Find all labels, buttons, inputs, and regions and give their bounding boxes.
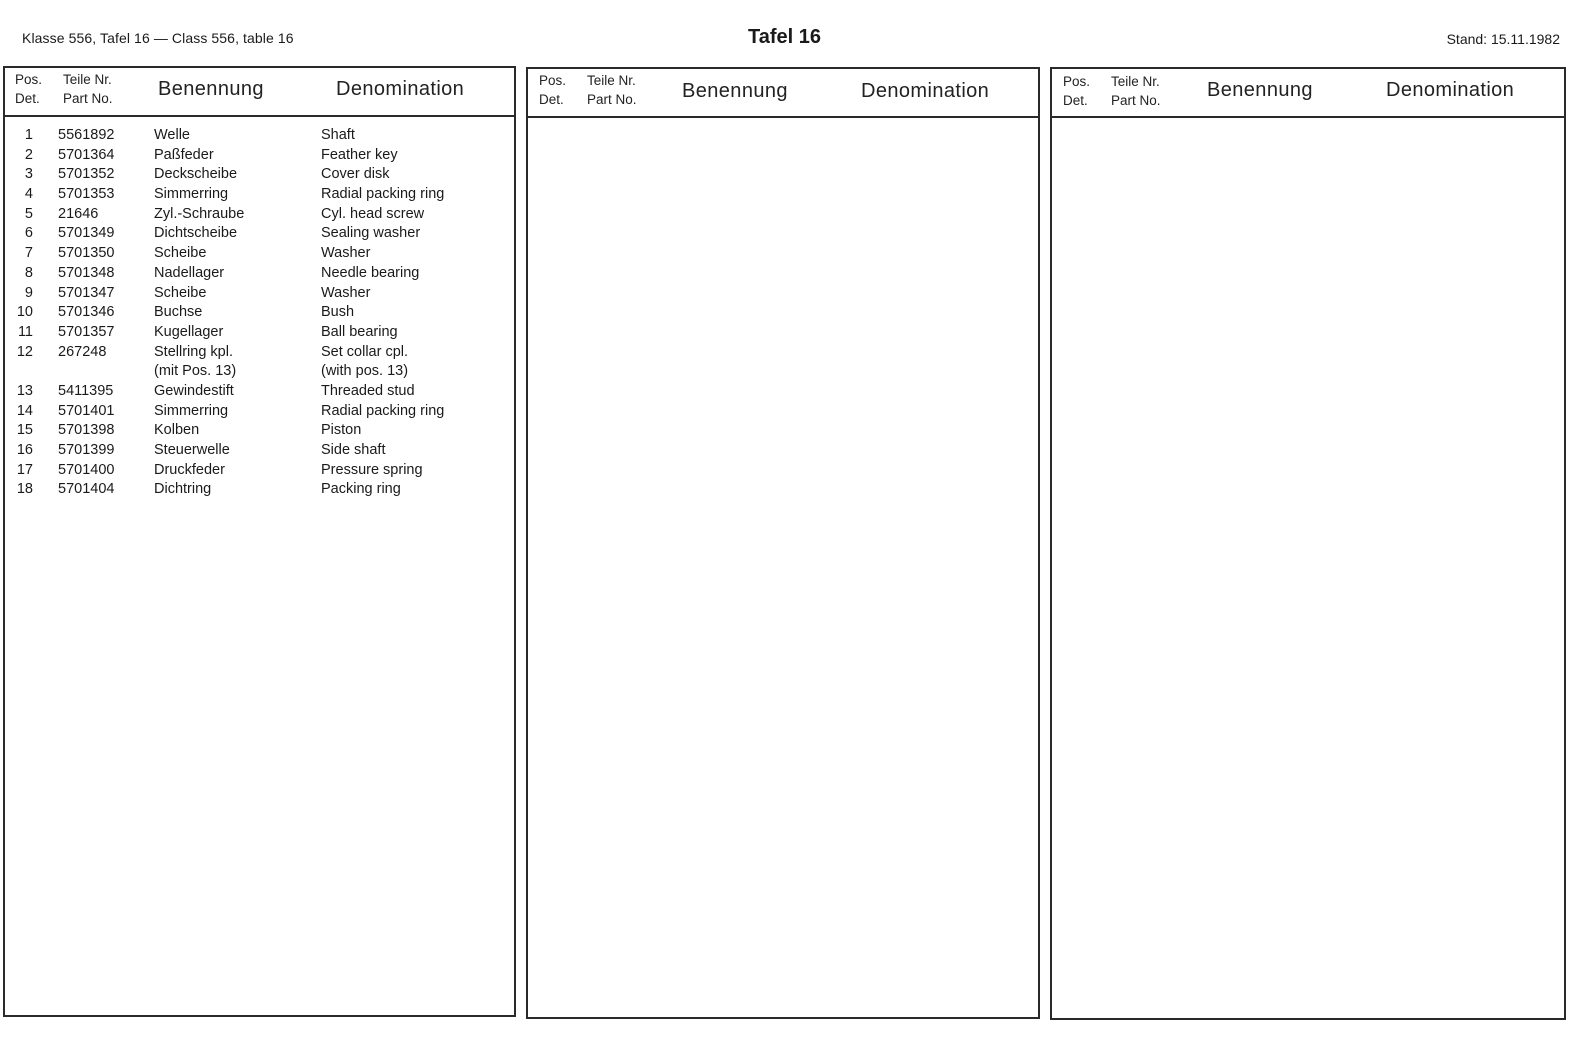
part-no-header-label: Part No. <box>587 92 637 107</box>
table-row <box>5 343 514 363</box>
benennung-cell: Nadellager <box>154 264 225 281</box>
part-no-cell: 5701353 <box>58 186 115 203</box>
denomination-cell: Cover disk <box>321 166 390 183</box>
benennung-cell: Gewindestift <box>154 382 234 399</box>
table-row <box>5 362 514 382</box>
table-row <box>5 323 514 343</box>
denomination-cell: Radial packing ring <box>321 186 445 203</box>
table-header <box>528 69 1038 118</box>
det-header-label: Det. <box>15 91 40 106</box>
table-header <box>1052 69 1564 118</box>
part-no-cell: 5701364 <box>58 146 115 163</box>
part-no-cell: 5701347 <box>58 284 115 301</box>
table-row <box>5 165 514 185</box>
pos-cell: 9 <box>24 284 33 301</box>
pos-cell: 3 <box>24 166 33 183</box>
pos-cell: 16 <box>16 442 33 458</box>
pos-det-header <box>539 71 566 109</box>
table-row <box>5 461 514 481</box>
part-no-cell: 5701349 <box>58 225 115 242</box>
table-row <box>5 441 514 461</box>
pos-det-header <box>15 70 42 108</box>
part-no-cell: 5701352 <box>58 166 115 183</box>
pos-cell: 15 <box>16 422 33 439</box>
pos-det-header <box>1063 72 1090 110</box>
benennung-cell: Zyl.-Schraube <box>154 205 245 222</box>
benennung-cell: Welle <box>154 127 190 143</box>
part-no-cell: 5701398 <box>58 422 115 439</box>
document-subtitle: Klasse 556, Tafel 16 — Class 556, table 16 <box>22 30 294 46</box>
benennung-cell: Kugellager <box>154 323 224 340</box>
denomination-cell: Cyl. head screw <box>321 205 425 222</box>
part-no-cell: 5701404 <box>58 481 115 498</box>
denomination-header: Denomination <box>861 80 990 102</box>
part-no-cell: 5561892 <box>58 127 115 143</box>
pos-header-label: Pos. <box>539 73 567 88</box>
denomination-cell: Side shaft <box>321 442 386 458</box>
denomination-cell: Pressure spring <box>321 461 423 478</box>
part-no-cell: 5701400 <box>58 461 115 478</box>
table-row <box>5 185 514 205</box>
table-header <box>5 68 514 117</box>
denomination-cell: Threaded stud <box>321 382 415 399</box>
benennung-cell: Buchse <box>154 304 203 321</box>
table-row <box>5 303 514 323</box>
part-no-header <box>587 71 637 109</box>
pos-cell: 17 <box>16 461 33 478</box>
pos-cell: 10 <box>16 304 33 321</box>
det-header-label: Det. <box>539 92 564 107</box>
benennung-header: Benennung <box>1207 79 1313 101</box>
pos-cell: 11 <box>17 323 33 340</box>
parts-table-panel-1 <box>3 66 516 1017</box>
pos-header-label: Pos. <box>1063 74 1091 89</box>
part-no-header-label: Part No. <box>1111 93 1161 108</box>
teile-nr-header-label: Teile Nr. <box>63 72 112 87</box>
table-row <box>5 421 514 441</box>
denomination-cell: Bush <box>321 304 355 321</box>
table-row <box>5 244 514 264</box>
table-row <box>5 284 514 304</box>
benennung-cell: Deckscheibe <box>154 166 238 183</box>
parts-table-panel-2 <box>526 67 1040 1019</box>
benennung-cell: Kolben <box>154 422 200 439</box>
benennung-cell: (mit Pos. 13) <box>154 363 237 380</box>
benennung-cell: Druckfeder <box>154 461 225 478</box>
table-row <box>5 264 514 284</box>
part-no-cell: 5701357 <box>58 323 115 340</box>
denomination-cell: Washer <box>321 284 371 301</box>
pos-cell: 5 <box>24 205 33 222</box>
table-row <box>5 126 514 146</box>
benennung-cell: Stellring kpl. <box>154 343 233 360</box>
denomination-cell: Packing ring <box>321 481 401 498</box>
benennung-cell: Dichtscheibe <box>154 225 238 242</box>
part-no-cell: 5701401 <box>58 402 115 419</box>
benennung-cell: Dichtring <box>154 481 212 498</box>
pos-cell: 6 <box>24 225 33 242</box>
benennung-cell: Scheibe <box>154 245 207 262</box>
det-header-label: Det. <box>1063 93 1088 108</box>
table-row <box>5 205 514 225</box>
pos-cell: 7 <box>24 245 33 262</box>
denomination-cell: Feather key <box>321 146 398 163</box>
part-no-cell: 5701346 <box>58 304 115 321</box>
parts-table-panel-3 <box>1050 67 1566 1020</box>
date-stamp: Stand: 15.11.1982 <box>1446 31 1560 47</box>
denomination-header: Denomination <box>336 78 465 100</box>
part-no-cell: 5411395 <box>58 382 114 399</box>
page-title: Tafel 16 <box>748 26 821 48</box>
benennung-header: Benennung <box>682 80 788 102</box>
table-row <box>5 480 514 500</box>
table-row <box>5 224 514 244</box>
part-no-cell: 21646 <box>58 205 99 222</box>
pos-cell: 14 <box>16 402 33 419</box>
benennung-cell: Scheibe <box>154 284 207 301</box>
pos-cell: 2 <box>24 146 33 163</box>
denomination-cell: Washer <box>321 245 371 262</box>
part-no-cell: 5701399 <box>58 442 115 458</box>
pos-cell: 12 <box>16 343 33 360</box>
benennung-cell: Simmerring <box>154 402 229 419</box>
pos-cell: 4 <box>24 186 33 203</box>
pos-cell: 13 <box>16 382 33 399</box>
teile-nr-header-label: Teile Nr. <box>1111 74 1160 89</box>
pos-cell: 1 <box>24 127 33 143</box>
denomination-header: Denomination <box>1386 79 1515 101</box>
part-no-header <box>1111 72 1161 110</box>
denomination-cell: Sealing washer <box>321 225 421 242</box>
pos-cell: 8 <box>24 264 33 281</box>
denomination-cell: Radial packing ring <box>321 402 445 419</box>
table-row <box>5 382 514 402</box>
parts-list <box>5 126 514 500</box>
denomination-cell: Shaft <box>321 127 355 143</box>
denomination-cell: Ball bearing <box>321 323 398 340</box>
part-no-header <box>63 70 113 108</box>
denomination-cell: (with pos. 13) <box>321 363 409 380</box>
table-row <box>5 402 514 422</box>
pos-header-label: Pos. <box>15 72 43 87</box>
denomination-cell: Needle bearing <box>321 264 420 281</box>
pos-cell: 18 <box>16 481 33 498</box>
part-no-header-label: Part No. <box>63 91 113 106</box>
benennung-header: Benennung <box>158 78 264 100</box>
denomination-cell: Set collar cpl. <box>321 343 409 360</box>
benennung-cell: Paßfeder <box>154 146 214 163</box>
denomination-cell: Piston <box>321 422 362 439</box>
part-no-cell: 267248 <box>58 343 107 360</box>
benennung-cell: Steuerwelle <box>154 442 230 458</box>
table-row <box>5 146 514 166</box>
benennung-cell: Simmerring <box>154 186 229 203</box>
part-no-cell: 5701348 <box>58 264 115 281</box>
teile-nr-header-label: Teile Nr. <box>587 73 636 88</box>
part-no-cell: 5701350 <box>58 245 115 262</box>
